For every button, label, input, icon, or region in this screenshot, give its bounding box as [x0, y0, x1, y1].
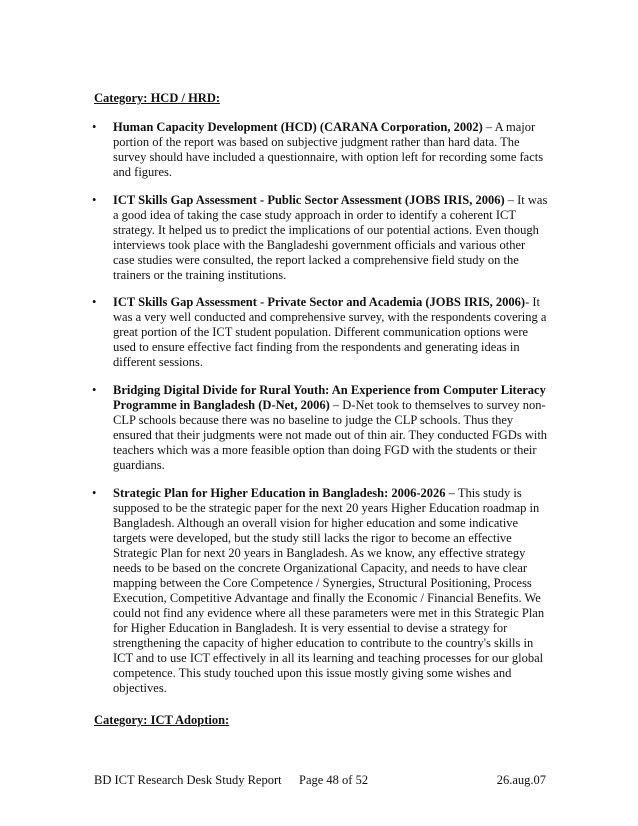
list-item — [92, 120, 548, 180]
footer-date: 26.aug.07 — [496, 773, 546, 787]
item-text — [113, 193, 548, 283]
item-body: – D-Net took to themselves to survey non-CLP schools because there was no baseline to judge the CLP schools. Thus they ensured that their judgments were not made out of thin air. They conducted FGDs with teachers which was a more feasible option than doing FGD with the students or their guardians. — [113, 398, 548, 472]
list-item — [92, 193, 548, 283]
item-title: Human Capacity Development (HCD) (CARANA Corporation, 2002) — [113, 120, 483, 134]
bullet-icon: • — [92, 295, 97, 309]
item-title: Strategic Plan for Higher Education in Bangladesh: 2006-2026 — [113, 486, 446, 500]
category-heading-hcd: Category: HCD / HRD: — [94, 91, 221, 105]
list-item — [92, 295, 548, 370]
item-title: Bridging Digital Divide for Rural Youth: An Experience from Computer Literacy Programme in Bangladesh (D-Net, 2006) — [113, 383, 546, 412]
bullet-icon: • — [92, 486, 97, 500]
item-body: – This study is supposed to be the strategic paper for the next 20 years Higher Education roadmap in Bangladesh. Although an overall vision for higher education and some indicative targets were developed, but the study still lacks the rigor to become an effective Strategic Plan for next 20 years in Bangladesh. As we know, any effective strategy needs to be based on the concrete Organizational Capacity, and needs to have clear mapping between the Core Competence / Synergies, Structural Positioning, Process Execution, Competitive Advantage and finally the Economic / Financial Benefits. We could not find any evidence where all these parameters were met in this Strategic Plan for Higher Education in Bangladesh. It is very essential to devise a strategy for strengthening the capacity of higher education to contribute to the country's skills in ICT and to use ICT effectively in all its learning and teaching processes for our global competence. This study touched upon this issue mostly giving some wishes and objectives. — [113, 486, 545, 695]
item-title: ICT Skills Gap Assessment - Private Sector and Academia (JOBS IRIS, 2006) — [113, 295, 526, 309]
bullet-icon: • — [92, 120, 97, 134]
bullet-icon: • — [92, 193, 97, 207]
footer-report-title: BD ICT Research Desk Study Report — [94, 773, 282, 787]
item-text — [113, 295, 548, 370]
footer-page-number: Page 48 of 52 — [299, 773, 369, 787]
item-title: ICT Skills Gap Assessment - Public Sector Assessment (JOBS IRIS, 2006) — [113, 193, 505, 207]
list-item — [92, 383, 548, 473]
item-text — [113, 486, 548, 696]
item-body: – It was a good idea of taking the case study approach in order to identify a coherent ICT strategy. It helped us to predict the implications of our potential actions. Even though interviews took place with the Bangladeshi government officials and various other case studies were consulted, the report lacked a comprehensive field study on the trainers or the training institutions. — [113, 193, 548, 282]
category-heading-ict: Category: ICT Adoption: — [94, 713, 230, 727]
bullet-icon: • — [92, 383, 97, 397]
item-text — [113, 383, 548, 473]
list-item — [92, 486, 548, 696]
item-text — [113, 120, 548, 180]
item-body: – A major portion of the report was based on subjective judgment rather than hard data. The survey should have included a questionnaire, with option left for recording some facts and figures. — [113, 120, 544, 179]
item-body: - It was a very well conducted and comprehensive survey, with the respondents covering a great portion of the ICT student population. Different communication options were used to ensure effective fact finding from the respondents and generating ideas in different sessions. — [113, 295, 547, 369]
